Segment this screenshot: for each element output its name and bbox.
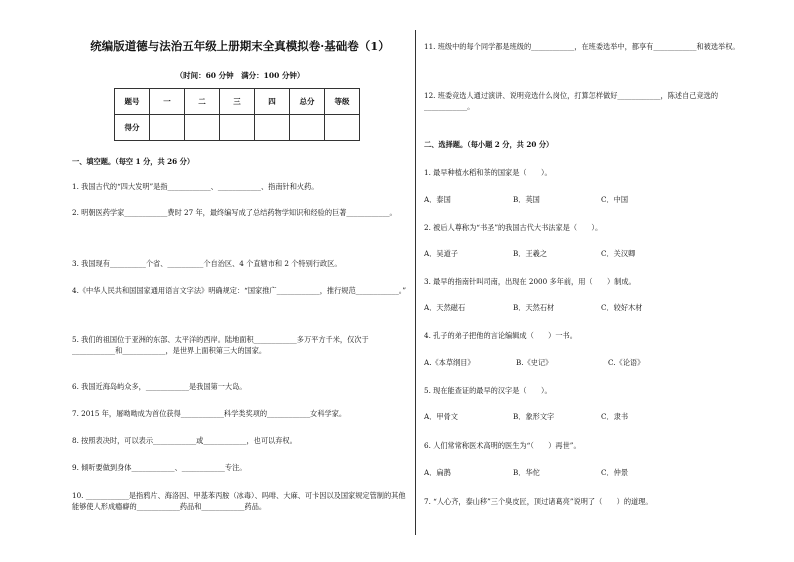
score-cell[interactable] <box>255 115 290 141</box>
choice-question-7: 7. “人心齐，泰山移”三个臭皮匠，顶过诸葛亮”说明了（ ）的道理。 <box>424 497 653 506</box>
fill-question-4: 4.《中华人民共和国国家通用语言文字法》明确规定：“国家推广____________，推行规范____________。” <box>72 286 407 295</box>
choice-question-6: 6. 人们常常称医术高明的医生为“（ ）再世”。 <box>424 441 581 450</box>
choice-option[interactable]: A.《本草纲目》 <box>424 358 475 367</box>
fill-question-6: 6. 我国近海岛屿众多，____________是我国第一大岛。 <box>72 382 247 391</box>
exam-title: 统编版道德与法治五年级上册期末全真模拟卷·基础卷（1） <box>90 39 390 53</box>
score-table-score-row <box>115 115 360 141</box>
choice-option[interactable]: B.《史记》 <box>516 358 553 367</box>
fill-question-7: 7. 2015 年，屠呦呦成为首位获得____________科学类奖项的____________女科学家。 <box>72 409 347 418</box>
score-header-cell: 总分 <box>290 89 325 115</box>
fill-question-5: 5. 我们的祖国位于亚洲的东部、太平洋的西岸。陆地面积____________多万平方千米，仅次于____________和____________，是世界上面积第三大的国家。 <box>72 335 369 355</box>
fill-question-2: 2. 明朝医药学家____________费时 27 年，最终编写成了总结药物学知识和经验的巨著____________。 <box>72 208 397 217</box>
score-header-cell: 题号 <box>115 89 150 115</box>
section-choice-heading: 二、选择题。（每小题 2 分，共 20 分） <box>424 140 554 149</box>
choice-option[interactable]: C．隶书 <box>601 412 629 421</box>
choice-option[interactable]: A．吴道子 <box>424 249 458 258</box>
choice-option[interactable]: B．象形文字 <box>513 412 555 421</box>
score-cell[interactable] <box>220 115 255 141</box>
choice-question-1: 1. 最早种植水稻和茶的国家是（ ）。 <box>424 168 552 177</box>
score-header-cell: 二 <box>185 89 220 115</box>
score-cell[interactable] <box>185 115 220 141</box>
choice-option[interactable]: B．天然石材 <box>513 303 555 312</box>
choice-option[interactable]: A．泰国 <box>424 195 451 204</box>
choice-option[interactable]: C．中国 <box>601 195 629 204</box>
score-table <box>114 88 360 141</box>
score-cell[interactable] <box>325 115 360 141</box>
fill-question-8: 8. 按照表决时，可以表示____________或____________，也可以弃权。 <box>72 436 297 445</box>
score-table-header-row <box>115 89 360 115</box>
choice-option[interactable]: A．扁鹊 <box>424 468 451 477</box>
score-header-cell: 等级 <box>325 89 360 115</box>
fill-question-11: 11. 班级中的每个同学都是班级的____________，在班委选举中，都享有____________和被选举权。 <box>424 42 740 51</box>
choice-option[interactable]: A．天然磁石 <box>424 303 466 312</box>
score-header-cell: 四 <box>255 89 290 115</box>
score-cell[interactable] <box>150 115 185 141</box>
section-fill-blank-heading: 一、填空题。（每空 1 分，共 26 分） <box>72 157 195 166</box>
column-divider <box>415 30 416 535</box>
choice-option[interactable]: B．王羲之 <box>513 249 548 258</box>
choice-option[interactable]: B．华佗 <box>513 468 540 477</box>
choice-option[interactable]: A．甲骨文 <box>424 412 458 421</box>
score-row-label: 得分 <box>115 115 150 141</box>
choice-option[interactable]: C.《论语》 <box>608 358 645 367</box>
choice-option[interactable]: C．关汉卿 <box>601 249 636 258</box>
choice-question-4: 4. 孔子的弟子把他的言论编辑成（ ）一书。 <box>424 331 577 340</box>
fill-question-9: 9. 倾听要做到身体____________、____________专注。 <box>72 463 247 472</box>
score-header-cell: 三 <box>220 89 255 115</box>
fill-question-3: 3. 我国现有__________个省、__________个自治区、4 个直辖市和 2 个特别行政区。 <box>72 259 342 268</box>
choice-option[interactable]: B．英国 <box>513 195 540 204</box>
exam-subtitle: （时间：60 分钟 满分：100 分钟） <box>175 71 305 80</box>
choice-question-5: 5. 现在能查证的最早的汉字是（ ）。 <box>424 386 552 395</box>
fill-question-12: 12. 班委竞选人通过演讲、说明竞选什么岗位，打算怎样做好____________，陈述自己竞选的____________。 <box>424 91 719 111</box>
fill-question-1: 1. 我国古代的“四大发明”是指____________、____________、指南针和火药。 <box>72 182 319 191</box>
choice-option[interactable]: C．仲景 <box>601 468 629 477</box>
fill-question-10: 10. ____________是指鸦片、海洛因、甲基苯丙胺（冰毒）、吗啡、大麻、可卡因以及国家规定管制的其他能够使人形成瘾癖的____________药品和____________药品。 <box>72 491 406 511</box>
choice-question-2: 2. 被后人尊称为“书圣”的我国古代大书法家是（ ）。 <box>424 223 603 232</box>
score-cell[interactable] <box>290 115 325 141</box>
choice-question-3: 3. 最早的指南针叫司南，出现在 2000 多年前，用（ ）制成。 <box>424 277 636 286</box>
score-header-cell: 一 <box>150 89 185 115</box>
choice-option[interactable]: C．较好木材 <box>601 303 643 312</box>
